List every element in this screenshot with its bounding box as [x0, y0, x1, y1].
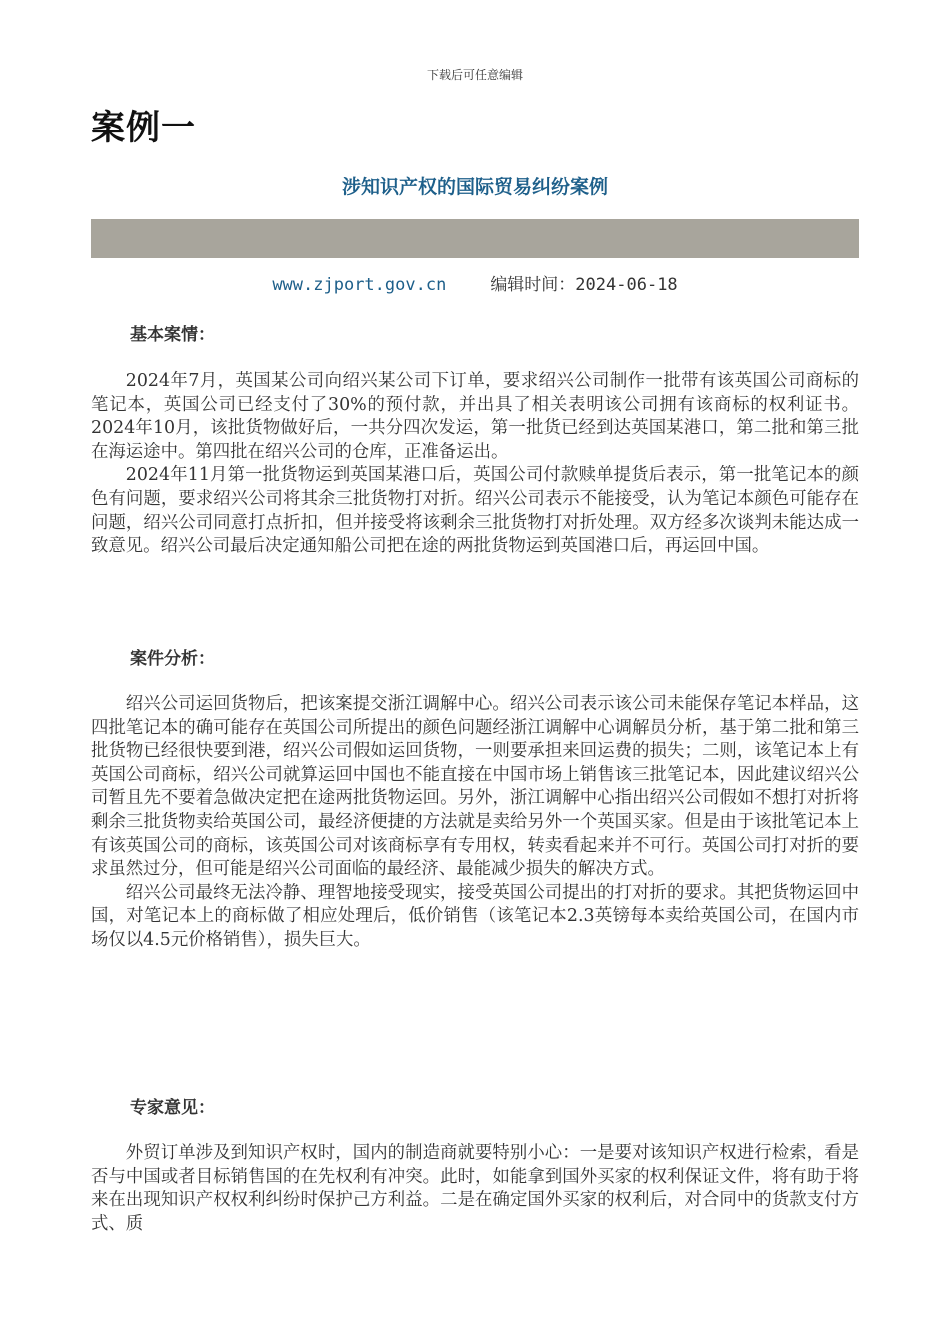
- case-heading: 案例一: [91, 108, 196, 148]
- paragraph: 绍兴公司运回货物后，把该案提交浙江调解中心。绍兴公司表示该公司未能保存笔记本样品，这四批笔记本的确可能存在英国公司所提出的颜色问题经浙江调解中心调解员分析，基于第二批和第三批货物已经很快要到港，绍兴公司假如运回货物，一则要承担来回运费的损失；二则，该笔记本上有英国公司商标，绍兴公司就算运回中国也不能直接在中国市场上销售该三批笔记本，因此建议绍兴公司暂且先不要着急做决定把在途两批货物运回。另外，浙江调解中心指出绍兴公司假如不想打对折将剩余三批货物卖给英国公司，最经济便捷的方法就是卖给另外一个英国买家。但是由于该批笔记本上有该英国公司的商标，该英国公司对该商标享有专用权，转卖看起来并不可行。英国公司打对折的要求虽然过分，但可能是绍兴公司面临的最经济、最能减少损失的解决方式。: [91, 694, 859, 880]
- source-url-link[interactable]: www.zjport.gov.cn: [272, 275, 447, 295]
- section-body-basic-facts: [91, 370, 859, 559]
- paragraph: 绍兴公司最终无法冷静、理智地接受现实，接受英国公司提出的打对折的要求。其把货物运回中国，对笔记本上的商标做了相应处理后，低价销售（该笔记本2.3英镑每本卖给英国公司，在国内市场仅以4.5元价格销售），损失巨大。: [91, 882, 859, 950]
- title-divider-bar: [91, 219, 859, 258]
- section-body-expert-opinion: [91, 1142, 859, 1236]
- section-title-basic-facts: 基本案情：: [130, 325, 215, 345]
- page-header-note: 下载后可任意编辑: [426, 68, 523, 82]
- edit-time: 编辑时间：2024-06-18: [490, 275, 678, 295]
- section-title-case-analysis: 案件分析：: [130, 649, 215, 669]
- paragraph: 2024年7月，英国某公司向绍兴某公司下订单，要求绍兴公司制作一批带有该英国公司商标的笔记本，英国公司已经支付了30%的预付款，并出具了相关表明该公司拥有该商标的权利证书。2024年10月，该批货物做好后，一共分四次发运，第一批货已经到达英国某港口，第二批和第三批在海运途中。第四批在绍兴公司的仓库，正准备运出。: [91, 371, 859, 462]
- article-meta: [0, 270, 950, 295]
- article-title: 涉知识产权的国际贸易纠纷案例: [341, 176, 608, 198]
- section-title-expert-opinion: 专家意见：: [130, 1098, 215, 1118]
- paragraph: 外贸订单涉及到知识产权时，国内的制造商就要特别小心：一是要对该知识产权进行检索，看是否与中国或者目标销售国的在先权利有冲突。此时，如能拿到国外买家的权利保证文件，将有助于将来在出现知识产权权利纠纷时保护己方利益。二是在确定国外买家的权利后，对合同中的货款支付方式、质: [91, 1143, 859, 1234]
- paragraph: 2024年11月第一批货物运到英国某港口后，英国公司付款赎单提货后表示，第一批笔记本的颜色有问题，要求绍兴公司将其余三批货物打对折。绍兴公司表示不能接受，认为笔记本颜色可能存在问题，绍兴公司同意打点折扣，但并接受将该剩余三批货物打对折处理。双方经多次谈判未能达成一致意见。绍兴公司最后决定通知船公司把在途的两批货物运到英国港口后，再运回中国。: [91, 465, 859, 557]
- section-body-case-analysis: [91, 693, 859, 953]
